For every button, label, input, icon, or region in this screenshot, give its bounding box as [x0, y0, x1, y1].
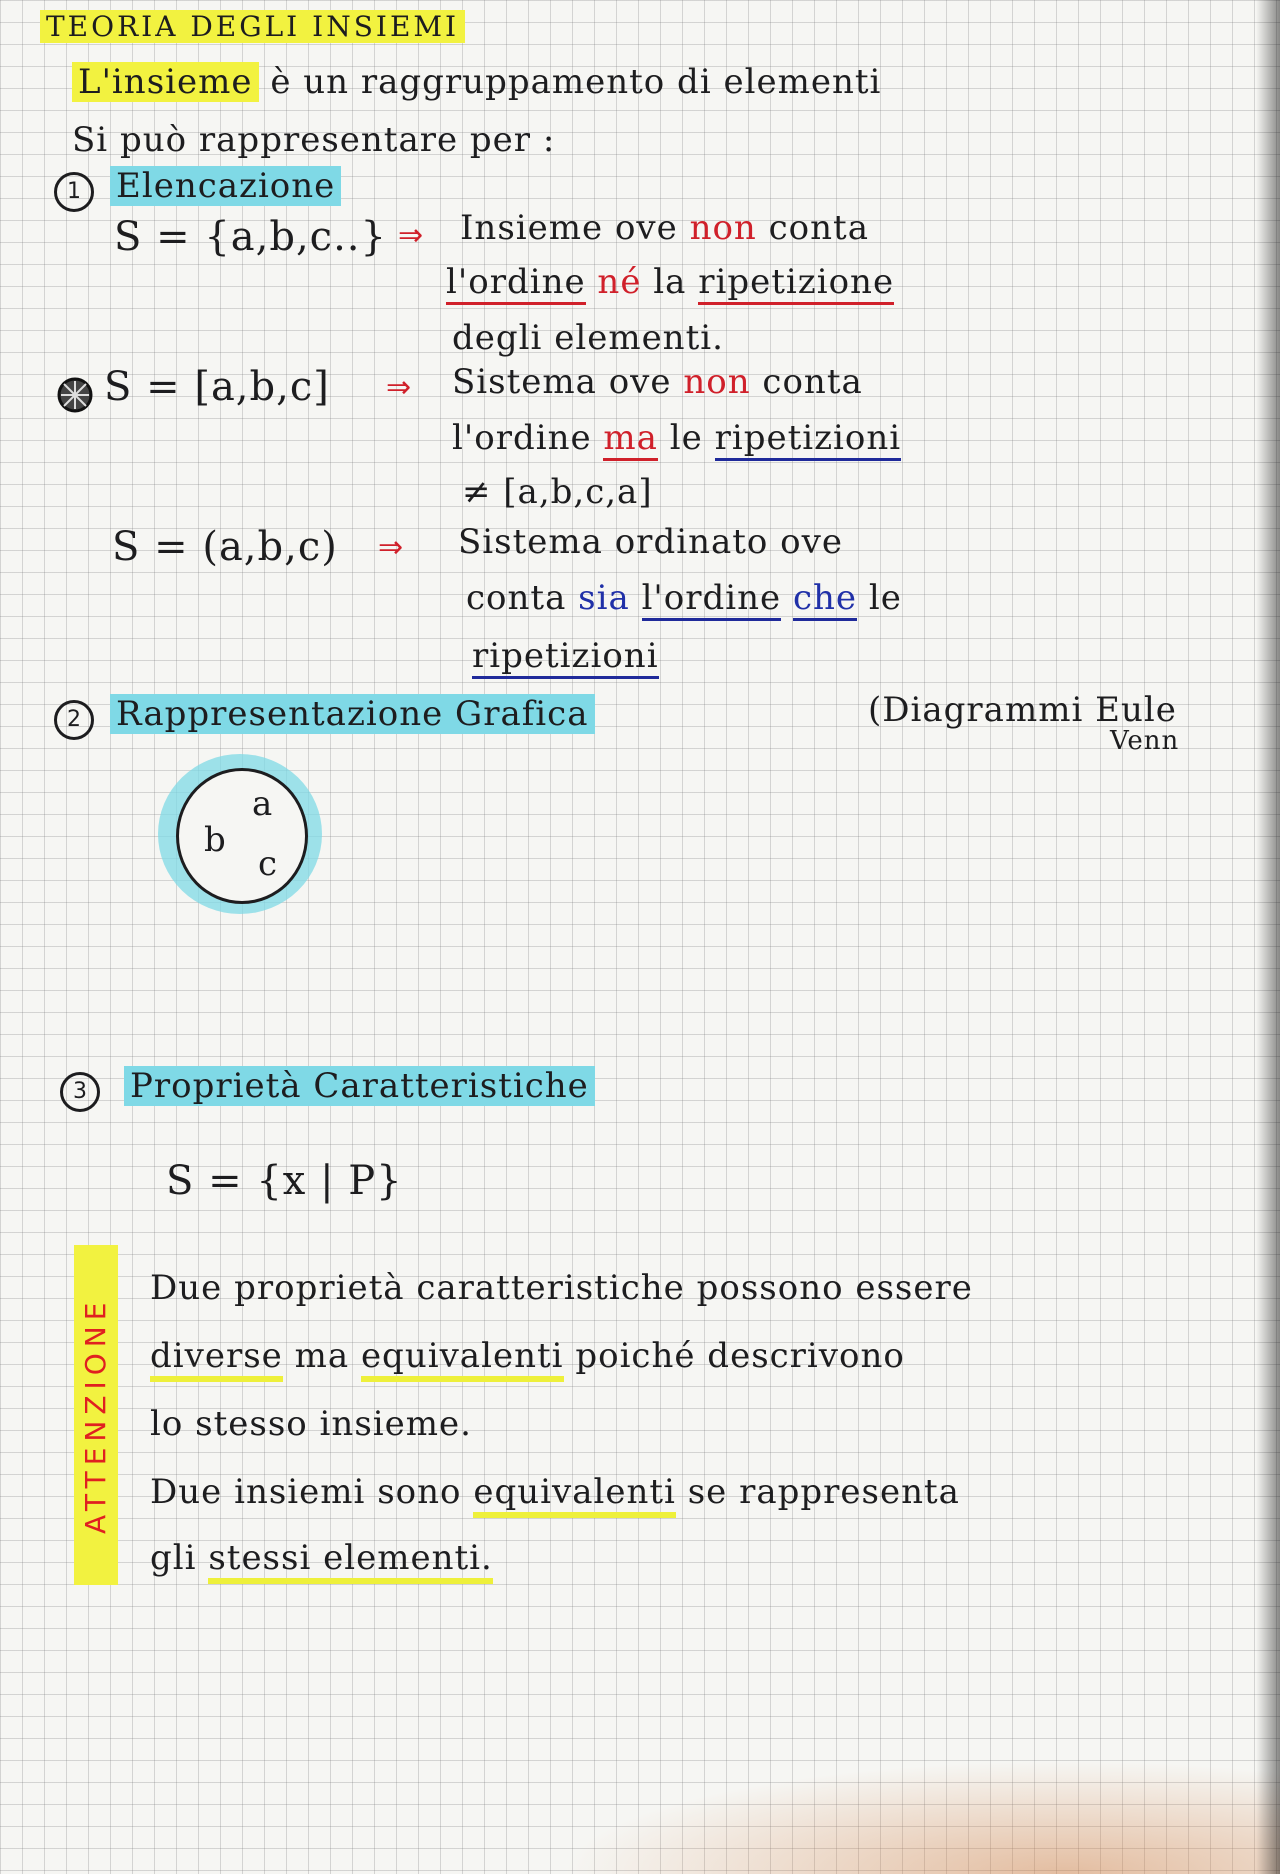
venn-circle	[176, 768, 308, 904]
attention-p1-line1: Due proprietà caratteristiche possono essere	[150, 1268, 973, 1308]
item3-line1: Sistema ordinato ove	[458, 522, 843, 562]
paper-stain	[560, 1760, 1280, 1874]
intro-line-2: Si può rappresentare per :	[72, 120, 556, 160]
item2-line2: l'ordine ma le ripetizioni	[452, 418, 901, 458]
formula-property: S = {x | P}	[166, 1158, 403, 1204]
page-edge-shadow	[1256, 0, 1280, 1874]
section-3-heading: Proprietà Caratteristiche	[124, 1066, 595, 1106]
item1-line2: l'ordine né la ripetizione	[446, 262, 894, 302]
section-1-heading: Elencazione	[110, 166, 341, 206]
formula-braces: S = {a,b,c..}	[114, 214, 387, 260]
attention-p2-line1: Due insiemi sono equivalenti se rappresenta	[150, 1472, 960, 1512]
section-3-number: 3	[60, 1072, 100, 1112]
section-2-aside-2: Venn	[1110, 726, 1180, 756]
formula-parentheses: S = (a,b,c)	[112, 524, 338, 570]
attention-p1-line3: lo stesso insieme.	[150, 1404, 472, 1444]
item2-line1: Sistema ove non conta	[452, 362, 863, 402]
section-2-number: 2	[54, 700, 94, 740]
section-1-number: 1	[54, 172, 94, 212]
arrow-icon: ⇒	[398, 218, 425, 253]
section-2-aside: (Diagrammi Eule	[868, 690, 1177, 730]
venn-element-a: a	[252, 784, 274, 824]
arrow-icon: ⇒	[386, 370, 413, 405]
attention-p1-line2: diverse ma equivalenti poiché descrivono	[150, 1336, 905, 1376]
hatched-bullet-icon	[56, 376, 94, 414]
attention-label: ATTENZIONE	[74, 1245, 118, 1585]
page-title: TEORIA DEGLI INSIEMI	[40, 10, 465, 43]
venn-diagram	[168, 760, 318, 910]
intro-term: L'insieme	[72, 62, 259, 102]
item2-line3: ≠ [a,b,c,a]	[462, 472, 653, 512]
formula-brackets: S = [a,b,c]	[104, 364, 330, 410]
section-2-heading: Rappresentazione Grafica	[110, 694, 595, 734]
item1-line3: degli elementi.	[452, 318, 724, 358]
item1-line1: Insieme ove non conta	[460, 208, 869, 248]
item3-line3: ripetizioni	[472, 636, 659, 676]
item3-line2: conta sia l'ordine che le	[466, 578, 902, 618]
venn-element-c: c	[258, 844, 279, 884]
arrow-icon: ⇒	[378, 530, 405, 565]
attention-p2-line2: gli stessi elementi.	[150, 1538, 493, 1578]
venn-element-b: b	[204, 820, 227, 860]
intro-line-1: L'insieme è un raggruppamento di elementi	[72, 62, 881, 102]
